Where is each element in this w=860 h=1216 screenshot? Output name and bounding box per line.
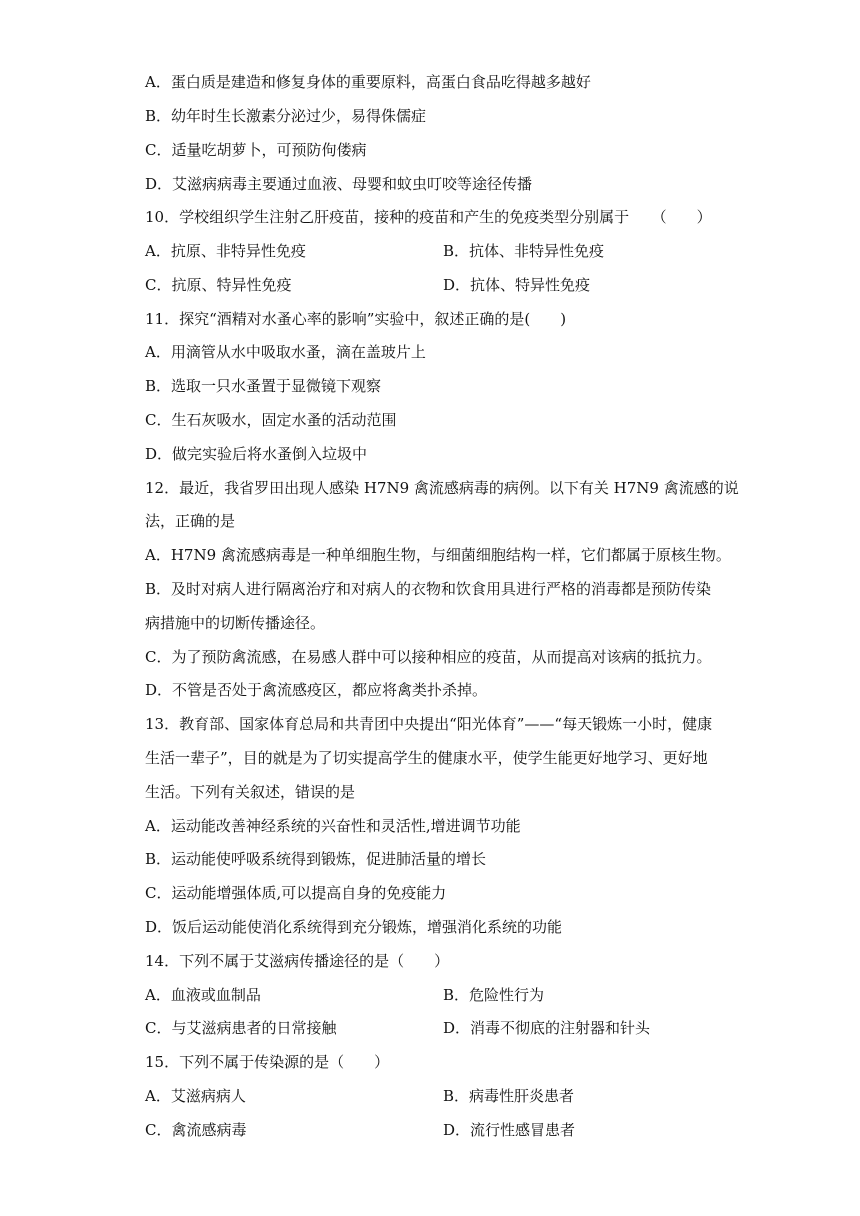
q10-option-d: D．抗体、特异性免疫 [443, 276, 591, 294]
q11-stem: 11．探究“酒精对水蚤心率的影响”实验中，叙述正确的是( ) [145, 310, 567, 328]
q12-stem-line-2: 法，正确的是 [145, 512, 236, 530]
q13-option-a: A．运动能改善神经系统的兴奋性和灵活性,增进调节功能 [145, 817, 521, 835]
q11-option-d: D．做完实验后将水蚤倒入垃圾中 [145, 445, 368, 463]
q13-option-b: B．运动能使呼吸系统得到锻炼，促进肺活量的增长 [145, 850, 487, 868]
q9-option-c: C．适量吃胡萝卜，可预防佝偻病 [145, 141, 367, 159]
q15-option-b: B．病毒性肝炎患者 [443, 1087, 575, 1105]
q14-stem: 14．下列不属于艾滋病传播途径的是（ ） [145, 952, 450, 970]
q15-option-c: C．禽流感病毒 [145, 1121, 247, 1139]
q14-option-d: D．消毒不彻底的注射器和针头 [443, 1019, 651, 1037]
q10-option-a: A．抗原、非特异性免疫 [145, 242, 306, 260]
q12-option-d: D．不管是否处于禽流感疫区，都应将禽类扑杀掉。 [145, 681, 488, 699]
q12-option-c: C．为了预防禽流感，在易感人群中可以接种相应的疫苗，从而提高对该病的抵抗力。 [145, 648, 712, 666]
q9-option-d: D．艾滋病病毒主要通过血液、母婴和蚊虫叮咬等途径传播 [145, 175, 533, 193]
q13-stem-line-3: 生活。下列有关叙述，错误的是 [145, 783, 356, 801]
q11-option-c: C．生石灰吸水，固定水蚤的活动范围 [145, 411, 397, 429]
q15-stem: 15．下列不属于传染源的是（ ） [145, 1053, 390, 1071]
q14-option-a: A．血液或血制品 [145, 986, 261, 1004]
q12-stem-line-1: 12．最近，我省罗田出现人感染 H7N9 禽流感病毒的病例。以下有关 H7N9 禽流感的说 [145, 479, 739, 497]
q9-option-b: B．幼年时生长激素分泌过少，易得侏儒症 [145, 107, 427, 125]
q10-option-b: B．抗体、非特异性免疫 [443, 242, 605, 260]
q15-option-d: D．流行性感冒患者 [443, 1121, 576, 1139]
q13-option-d: D．饭后运动能使消化系统得到充分锻炼，增强消化系统的功能 [145, 918, 563, 936]
q13-option-c: C．运动能增强体质,可以提高自身的免疫能力 [145, 884, 447, 902]
q10-option-c: C．抗原、特异性免疫 [145, 276, 292, 294]
q11-option-a: A．用滴管从水中吸取水蚤，滴在盖玻片上 [145, 343, 426, 361]
q15-option-a: A．艾滋病病人 [145, 1087, 246, 1105]
q12-option-b-line-2: 病措施中的切断传播途径。 [145, 614, 326, 632]
q12-option-b-line-1: B．及时对病人进行隔离治疗和对病人的衣物和饮食用具进行严格的消毒都是预防传染 [145, 580, 712, 598]
q9-option-a: A．蛋白质是建造和修复身体的重要原料，高蛋白食品吃得越多越好 [145, 73, 591, 91]
q14-option-c: C．与艾滋病患者的日常接触 [145, 1019, 337, 1037]
q11-option-b: B．选取一只水蚤置于显微镜下观察 [145, 377, 382, 395]
q10-stem: 10．学校组织学生注射乙肝疫苗，接种的疫苗和产生的免疫类型分别属于 （ ） [145, 208, 712, 226]
q13-stem-line-1: 13．教育部、国家体育总局和共青团中央提出“阳光体育”——“每天锻炼一小时，健康 [145, 715, 713, 733]
q12-option-a: A．H7N9 禽流感病毒是一种单细胞生物，与细菌细胞结构一样，它们都属于原核生物。 [145, 546, 731, 564]
q13-stem-line-2: 生活一辈子”，目的就是为了切实提高学生的健康水平，使学生能更好地学习、更好地 [145, 749, 708, 767]
q14-option-b: B．危险性行为 [443, 986, 545, 1004]
